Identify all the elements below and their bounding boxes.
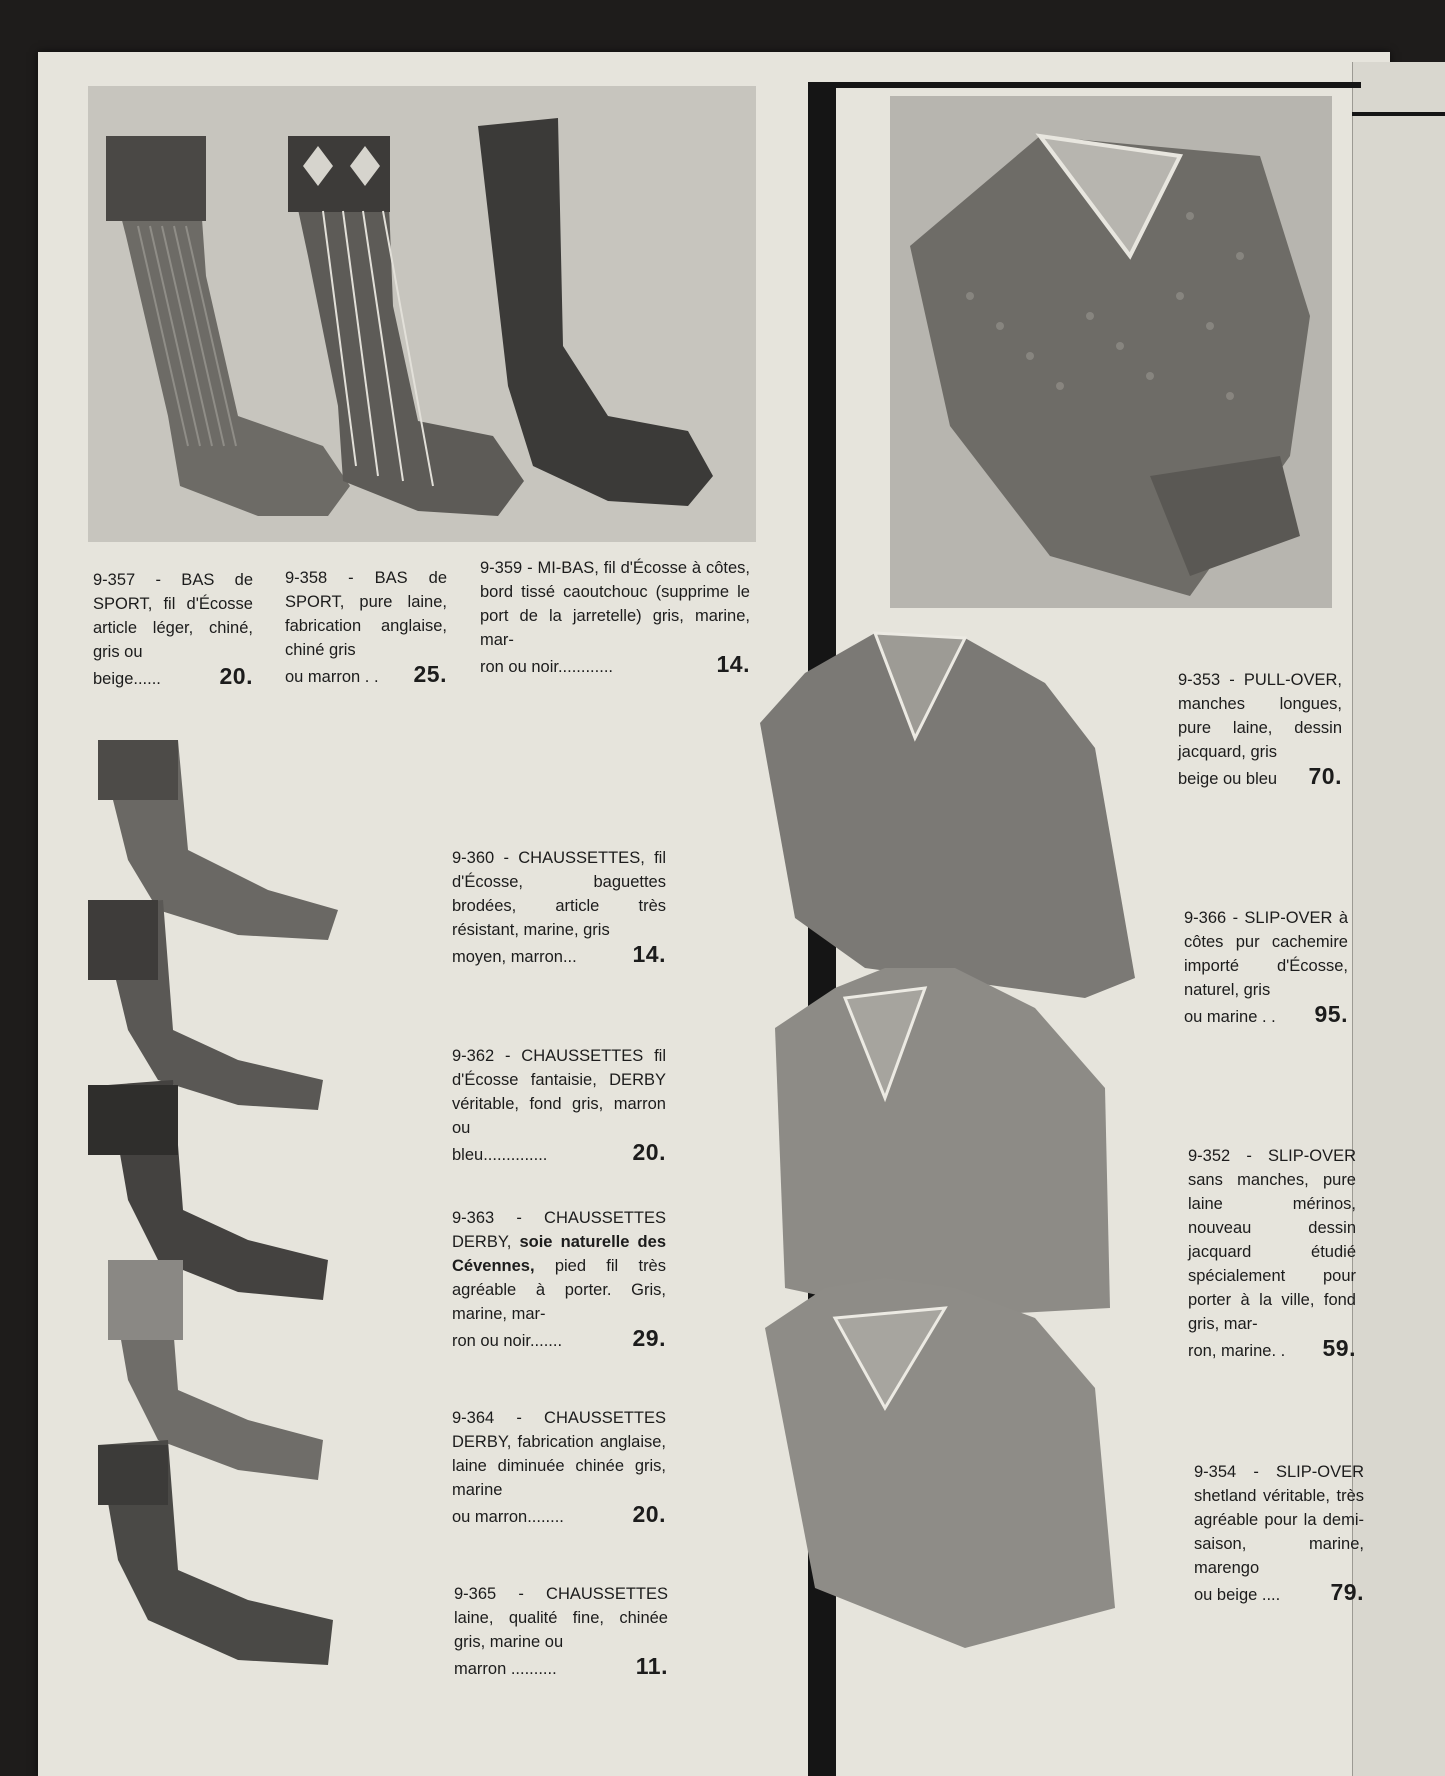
product-9-359 xyxy=(480,556,750,679)
product-description-end: ou beige .... xyxy=(1194,1586,1281,1604)
product-code: 9-362 - CHAUSSETTES xyxy=(452,1047,644,1065)
product-description-cont: pied fil très agréable à porter. Gris, marine, mar- xyxy=(452,1257,666,1323)
product-description-end: ou marine . . xyxy=(1184,1008,1276,1026)
product-9-362 xyxy=(452,1044,666,1167)
product-9-366 xyxy=(1184,906,1348,1029)
product-price: 59. xyxy=(1322,1335,1356,1361)
product-description: fil d'Écosse à côtes, bord tissé caoutchouc (supprime le port de la jarretelle) gris, marine, mar- xyxy=(480,559,750,649)
product-price: 20. xyxy=(219,663,253,689)
product-description-end: beige...... xyxy=(93,670,161,688)
product-price: 20. xyxy=(632,1501,666,1527)
product-description-end: ron ou noir............ xyxy=(480,658,613,676)
product-description-end: moyen, marron... xyxy=(452,948,577,966)
socks-photo xyxy=(88,740,348,1670)
product-price: 95. xyxy=(1314,1001,1348,1027)
product-description: fil d'Écosse, baguettes brodées, article très résistant, marine, gris xyxy=(452,849,666,939)
product-description: laine, qualité fine, chinée gris, marine ou xyxy=(454,1609,668,1651)
product-price: 11. xyxy=(635,1653,668,1679)
product-code: 9-365 - CHAUSSETTES xyxy=(454,1585,668,1603)
product-price: 20. xyxy=(632,1139,666,1165)
product-description: sans manches, pure laine mérinos, nouveau dessin jacquard étudié spécialement pour porter à la ville, fond gris, mar- xyxy=(1188,1171,1356,1333)
product-description-end: ron, marine. . xyxy=(1188,1342,1286,1360)
product-code: 9-359 - MI-BAS, xyxy=(480,559,599,577)
product-9-358 xyxy=(285,566,447,689)
product-price: 79. xyxy=(1330,1579,1364,1605)
product-code: 9-366 - SLIP-OVER à xyxy=(1184,909,1348,927)
product-9-352 xyxy=(1188,1144,1356,1363)
product-description-end: marron .......... xyxy=(454,1660,557,1678)
product-description-end: beige ou bleu xyxy=(1178,770,1278,788)
product-code: 9-360 - CHAUSSETTES, xyxy=(452,849,645,867)
product-9-354 xyxy=(1194,1460,1364,1607)
slipovers-photo xyxy=(755,628,1155,1668)
product-price: 25. xyxy=(413,661,447,687)
sport-stockings-photo xyxy=(88,86,756,542)
next-page-rule xyxy=(1352,112,1445,116)
product-code: 9-364 - CHAUSSETTES xyxy=(452,1409,666,1427)
product-description: manches longues, pure laine, dessin jacquard, gris xyxy=(1178,695,1342,761)
product-description: SPORT, fil d'Écosse article léger, chiné, gris ou xyxy=(93,595,253,661)
product-price: 70. xyxy=(1308,763,1342,789)
product-code: 9-357 - BAS de xyxy=(93,571,253,589)
product-price: 14. xyxy=(716,651,750,677)
product-code: 9-352 - SLIP-OVER xyxy=(1188,1147,1356,1165)
product-description: DERBY, xyxy=(452,1233,512,1251)
product-description-end: bleu.............. xyxy=(452,1146,548,1164)
product-9-353 xyxy=(1178,668,1342,791)
product-9-360 xyxy=(452,846,666,969)
product-description-end: ron ou noir....... xyxy=(452,1332,563,1350)
product-9-364 xyxy=(452,1406,666,1529)
product-9-363 xyxy=(452,1206,666,1353)
next-page-edge xyxy=(1352,62,1445,1776)
product-description: DERBY, fabrication anglaise, laine diminuée chinée gris, marine xyxy=(452,1433,666,1499)
product-price: 14. xyxy=(632,941,666,967)
product-description: SPORT, pure laine, fabrication anglaise, chiné gris xyxy=(285,593,447,659)
product-9-365 xyxy=(454,1582,668,1681)
product-price: 29. xyxy=(632,1325,666,1351)
product-code: 9-358 - BAS de xyxy=(285,569,447,587)
product-description-bold: soie naturelle des Cévennes, xyxy=(452,1233,666,1275)
product-description-end: ou marron . . xyxy=(285,668,379,686)
product-description-end: ou marron........ xyxy=(452,1508,564,1526)
product-description: shetland véritable, très agréable pour la demi-saison, marine, marengo xyxy=(1194,1487,1364,1577)
product-code: 9-363 - CHAUSSETTES xyxy=(452,1209,666,1227)
product-code: 9-354 - SLIP-OVER xyxy=(1194,1463,1364,1481)
pullover-photo xyxy=(890,96,1332,608)
product-code: 9-353 - PULL-OVER, xyxy=(1178,671,1342,689)
product-description: fil d'Écosse fantaisie, DERBY véritable, fond gris, marron ou xyxy=(452,1047,666,1137)
horizontal-rule xyxy=(808,82,1361,88)
product-description: côtes pur cachemire importé d'Écosse, naturel, gris xyxy=(1184,933,1348,999)
product-9-357 xyxy=(93,568,253,691)
